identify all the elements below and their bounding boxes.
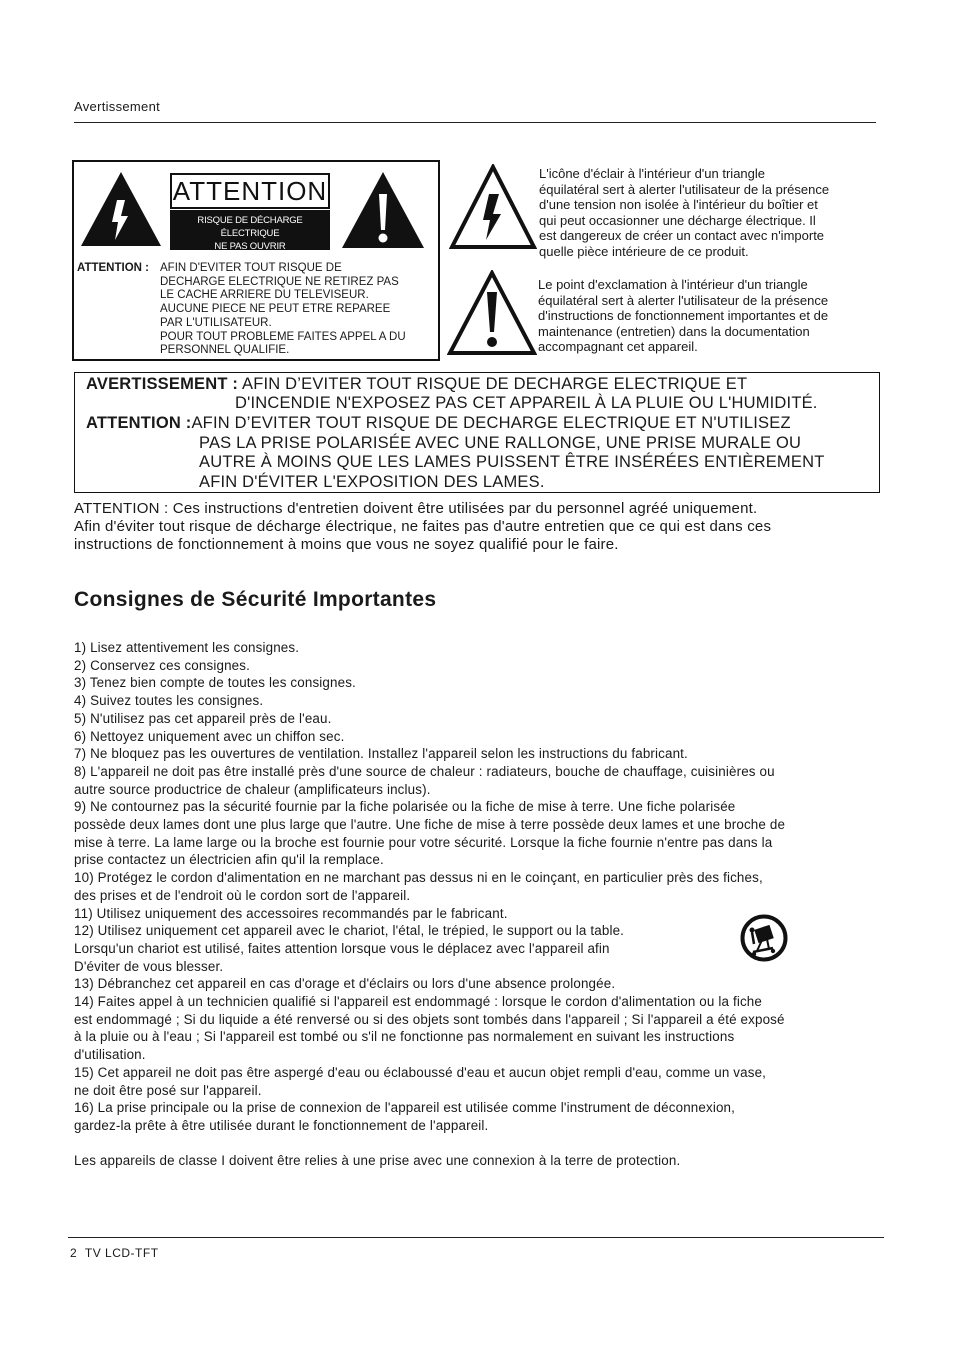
list-item: prise contactez un électricien afin qu'il la remplace. — [74, 852, 384, 868]
lightning-warning-icon — [79, 170, 163, 248]
list-item: 4) Suivez toutes les consignes. — [74, 693, 264, 709]
list-item: autre source productrice de chaleur (amplificateurs inclus). — [74, 781, 431, 797]
list-item: D'éviter de vous blesser. — [74, 958, 224, 974]
list-item: Lorsqu'un chariot est utilisé, faites attention lorsque vous le déplacez avec l'appareil afin — [74, 940, 610, 956]
lightning-triangle-icon — [449, 164, 537, 250]
header-rule — [74, 122, 876, 123]
attention-warning-line-3: AUTRE À MOINS QUE LES LAMES PUISSENT ÊTRE INSÉRÉES ENTIÈREMENT — [199, 453, 825, 471]
list-item: 7) Ne bloquez pas les ouvertures de ventilation. Installez l'appareil selon les instructions du fabricant. — [74, 746, 688, 762]
attention-title: ATTENTION — [170, 173, 330, 209]
list-item — [74, 1135, 884, 1153]
list-item: à la pluie ou à l'eau ; Si l'appareil est tombé ou s'il ne fonctionne pas normalement en suivant les instructions — [74, 1029, 735, 1045]
attention-box-text: AFIN D'EVITER TOUT RISQUE DE DECHARGE ELECTRIQUE NE RETIREZ PAS LE CACHE ARRIERE DU TELEVISEUR. AUCUNE PIECE NE PEUT ETRE REPAREE PAR L'UTILISATEUR. POUR TOUT PROBLEME FAITES APPEL A DU PERSONNEL QUALIFIE. — [160, 262, 406, 357]
cart-tip-over-warning-icon — [740, 914, 788, 962]
attention-warning-label: ATTENTION : — [86, 414, 192, 432]
list-item: 11) Utilisez uniquement des accessoires recommandés par le fabricant. — [74, 905, 508, 921]
list-item: gardez-la prête à être utilisée durant le fonctionnement de l'appareil. — [74, 1117, 489, 1133]
exclamation-triangle-icon — [447, 270, 537, 356]
list-item: 13) Débranchez cet appareil en cas d'orage et d'éclairs ou lors d'une absence prolongée. — [74, 976, 616, 992]
list-item: d'utilisation. — [74, 1047, 146, 1063]
list-item: 6) Nettoyez uniquement avec un chiffon sec. — [74, 728, 345, 744]
section-title: Consignes de Sécurité Importantes — [74, 588, 437, 611]
list-item: 5) N'utilisez pas cet appareil près de l'eau. — [74, 710, 332, 726]
list-item: 9) Ne contournez pas la sécurité fournie par la fiche polarisée ou la fiche de mise à terre. Une fiche polarisée — [74, 799, 736, 815]
attention-box-label: ATTENTION : — [77, 262, 149, 274]
footer-rule — [68, 1237, 884, 1238]
safety-instructions-list — [74, 639, 884, 1170]
service-note-label: ATTENTION : — [74, 500, 169, 517]
list-item: possède deux lames dont une plus large que l'autre. Une fiche de mise à terre possède deux lames et une broche de — [74, 817, 786, 833]
list-item: Les appareils de classe I doivent être relies à une prise avec une connexion à la terre de protection. — [74, 1153, 681, 1169]
attention-warning-line-1: ATTENTION :AFIN D’EVITER TOUT RISQUE DE DECHARGE ELECTRIQUE ET N'UTILISEZ — [86, 414, 791, 432]
list-item: 15) Cet appareil ne doit pas être aspergé d'eau ou éclaboussé d'eau et aucun objet rempli d'eau, comme un vase, — [74, 1064, 767, 1080]
attention-warning-line-4: AFIN D'ÉVITER L'EXPOSITION DES LAMES. — [199, 473, 545, 491]
shock-risk-banner: RISQUE DE DÉCHARGE ÉLECTRIQUE NE PAS OUVRIR — [170, 210, 330, 250]
list-item: mise à terre. La lame large ou la broche est fournie pour votre sécurité. Lorsque la fiche fournie n'entre pas dans la — [74, 834, 773, 850]
list-item: 12) Utilisez uniquement cet appareil avec le chariot, l'étal, le trépied, le support ou la table. — [74, 923, 625, 939]
avertissement-line-2: D'INCENDIE N'EXPOSEZ PAS CET APPAREIL À LA PLUIE OU L'HUMIDITÉ. — [235, 394, 818, 412]
avertissement-label: AVERTISSEMENT : — [86, 375, 239, 393]
list-item: ne doit être posé sur l'appareil. — [74, 1082, 262, 1098]
page-number: 2 — [70, 1246, 78, 1260]
service-note: ATTENTION : Ces instructions d'entretien doivent être utilisées par du personnel agréé uniquement. Afin d'éviter tout risque de décharge électrique, ne faites pas d'autre entretien que ce qui est dans ces instructions de fonctionnement à moins que vous ne soyez qualifié pour le faire. — [74, 500, 772, 554]
lightning-symbol-description: L'icône d'éclair à l'intérieur d'un triangle équilatéral sert à alerter l'utilisateur de la présence d'une tension non isolée à l'intérieur du boîtier et qui peut occasionner une décharge électrique. Il est dangereux de créer un contact avec n'importe quelle pièce intérieure de ce produit. — [539, 166, 830, 259]
list-item: 10) Protégez le cordon d'alimentation en ne marchant pas dessus ni en le coinçant, en particulier près des fiches, — [74, 870, 763, 886]
list-item: des prises et de l'endroit où le cordon sort de l'appareil. — [74, 887, 411, 903]
list-item: 8) L'appareil ne doit pas être installé près d'une source de chaleur : radiateurs, bouche de chauffage, cuisinières ou — [74, 763, 775, 779]
attention-warning-line-2: PAS LA PRISE POLARISÉE AVEC UNE RALLONGE, UNE PRISE MURALE OU — [199, 434, 802, 452]
list-item: 16) La prise principale ou la prise de connexion de l'appareil est utilisée comme l'instrument de déconnexion, — [74, 1100, 736, 1116]
product-name: TV LCD-TFT — [84, 1246, 159, 1260]
list-item: est endommagé ; Si du liquide a été renversé ou si des objets sont tombés dans l'appareil ; Si l'appareil a été exposé — [74, 1011, 785, 1027]
list-item: 3) Tenez bien compte de toutes les consignes. — [74, 675, 356, 691]
avertissement-line-1: AVERTISSEMENT : AFIN D’EVITER TOUT RISQUE DE DECHARGE ELECTRIQUE ET — [86, 375, 748, 393]
list-item: 1) Lisez attentivement les consignes. — [74, 640, 300, 655]
exclamation-warning-icon — [340, 170, 426, 250]
list-item: 14) Faites appel à un technicien qualifié si l'appareil est endommagé : lorsque le cordon d'alimentation ou la fiche — [74, 994, 762, 1010]
exclamation-symbol-description: Le point d'exclamation à l'intérieur d'un triangle équilatéral sert à alerter l'utilisateur de la présence d'instructions de fonctionnement importantes et de maintenance (entretien) dans la documentation accompagnant cet appareil. — [538, 277, 829, 355]
page-section-header: Avertissement — [74, 99, 161, 114]
page-footer — [70, 1246, 159, 1260]
list-item: 2) Conservez ces consignes. — [74, 657, 250, 673]
